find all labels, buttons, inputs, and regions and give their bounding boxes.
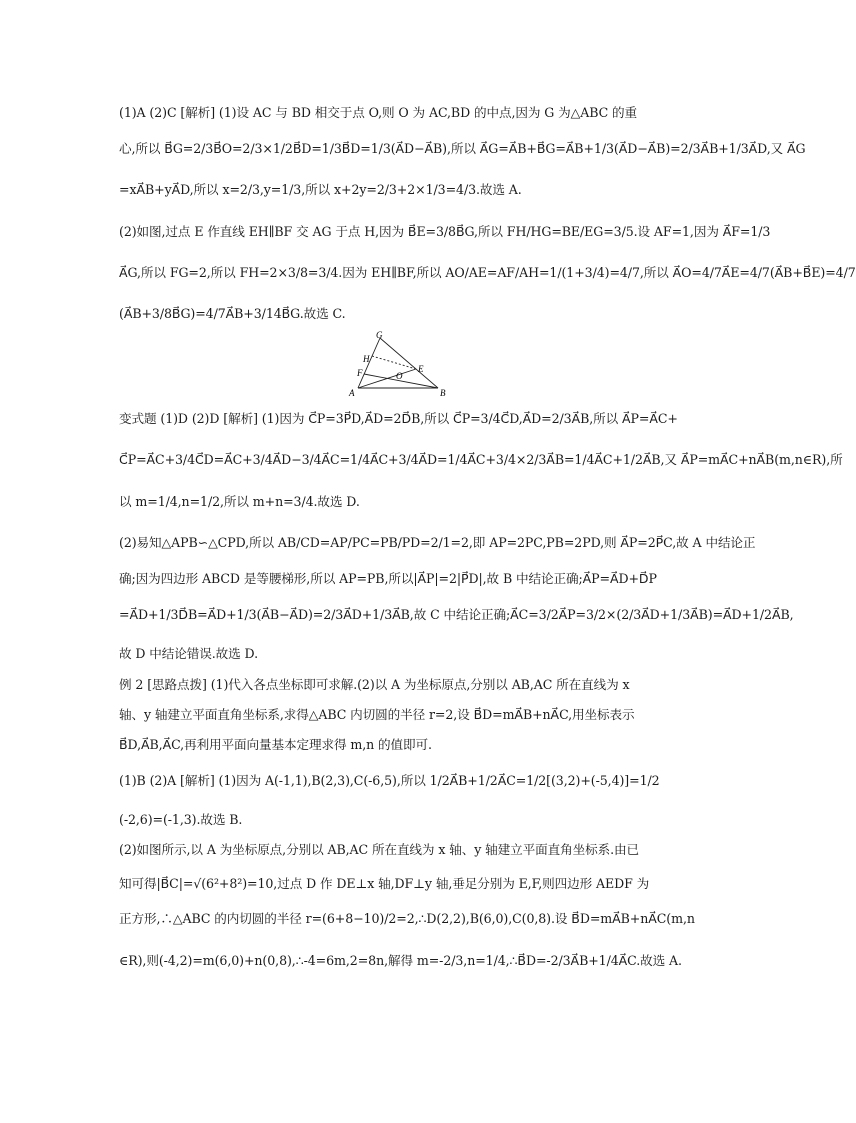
text-line: (2)如图所示,以 A 为坐标原点,分别以 AB,AC 所在直线为 x 轴、y 轴建立平面直角坐标系.由已 <box>119 842 639 857</box>
text-line: (1)A (2)C [解析] (1)设 AC 与 BD 相交于点 O,则 O 为 AC,BD 的中点,因为 G 为△ABC 的重 <box>119 105 638 120</box>
label-o: O <box>396 371 403 381</box>
text-line: B⃗D,A⃗B,A⃗C,再利用平面向量基本定理求得 m,n 的值即可. <box>119 737 432 752</box>
text-line: 正方形,∴△ABC 的内切圆的半径 r=(6+8−10)/2=2,∴D(2,2),B(6,0),C(0,8).设 B⃗D=mA⃗B+nA⃗C(m,n <box>119 911 695 926</box>
text-line: C⃗P=A⃗C+3/4C⃗D=A⃗C+3/4A⃗D−3/4A⃗C=1/4A⃗C+3/4A⃗D=1/4A⃗C+3/4×2/3A⃗B=1/4A⃗C+1/2A⃗B,又 A⃗P=mA⃗C+nA⃗B(m,n∈R),所 <box>119 452 843 467</box>
label-b: B <box>440 388 446 398</box>
segment-ae <box>358 369 416 388</box>
text-line: (1)B (2)A [解析] (1)因为 A(-1,1),B(2,3),C(-6,5),所以 1/2A⃗B+1/2A⃗C=1/2[(3,2)+(-5,4)]=1/2 <box>119 773 660 788</box>
text-line: (A⃗B+3/8B⃗G)=4/7A⃗B+3/14B⃗G.故选 C. <box>119 306 346 321</box>
text-line: 例 2 [思路点拨] (1)代入各点坐标即可求解.(2)以 A 为坐标原点,分别以 AB,AC 所在直线为 x <box>119 677 630 692</box>
label-e: E <box>418 364 424 374</box>
text-line: 确;因为四边形 ABCD 是等腰梯形,所以 AP=PB,所以|A⃗P|=2|P⃗D|,故 B 中结论正确;A⃗P=A⃗D+D⃗P <box>119 571 657 586</box>
text-line: 轴、y 轴建立平面直角坐标系,求得△ABC 内切圆的半径 r=2,设 B⃗D=mA⃗B+nA⃗C,用坐标表示 <box>119 707 635 722</box>
text-line: =xA⃗B+yA⃗D,所以 x=2/3,y=1/3,所以 x+2y=2/3+2×1/3=4/3.故选 A. <box>119 182 522 197</box>
text-line: (2)如图,过点 E 作直线 EH∥BF 交 AG 于点 H,因为 B⃗E=3/8B⃗G,所以 FH/HG=BE/EG=3/5.设 AF=1,因为 A⃗F=1/3 <box>119 224 771 239</box>
label-f: F <box>357 368 363 378</box>
text-line: ∈R),则(-4,2)=m(6,0)+n(0,8),∴-4=6m,2=8n,解得 m=-2/3,n=1/4,∴B⃗D=-2/3A⃗B+1/4A⃗C.故选 A. <box>119 953 682 968</box>
label-g: G <box>376 330 383 340</box>
text-line: =A⃗D+1/3D⃗B=A⃗D+1/3(A⃗B−A⃗D)=2/3A⃗D+1/3A⃗B,故 C 中结论正确;A⃗C=3/2A⃗P=3/2×(2/3A⃗D+1/3A⃗B)=A⃗D+1/2A⃗B, <box>119 607 794 622</box>
text-line: 以 m=1/4,n=1/2,所以 m+n=3/4.故选 D. <box>119 494 360 509</box>
triangle-diagram <box>340 330 460 400</box>
text-line: (2)易知△APB∽△CPD,所以 AB/CD=AP/PC=PB/PD=2/1=2,即 AP=2PC,PB=2PD,则 A⃗P=2P⃗C,故 A 中结论正 <box>119 535 756 550</box>
segment-gb <box>380 338 438 388</box>
text-line: 故 D 中结论错误.故选 D. <box>119 646 259 661</box>
text-line: 知可得|B⃗C|=√(6²+8²)=10,过点 D 作 DE⊥x 轴,DF⊥y 轴,垂足分别为 E,F,则四边形 AEDF 为 <box>119 876 650 891</box>
text-line: A⃗G,所以 FG=2,所以 FH=2×3/8=3/4.因为 EH∥BF,所以 AO/AE=AF/AH=1/(1+3/4)=4/7,所以 A⃗O=4/7A⃗E=4/7(A⃗B+B⃗E)=4/7 <box>119 265 856 280</box>
segment-he-dashed <box>372 356 416 369</box>
geometry-figure <box>340 330 460 400</box>
label-h: H <box>363 354 370 364</box>
label-a: A <box>349 388 355 398</box>
text-line: 心,所以 B⃗G=2/3B⃗O=2/3×1/2B⃗D=1/3B⃗D=1/3(A⃗D−A⃗B),所以 A⃗G=A⃗B+B⃗G=A⃗B+1/3(A⃗D−A⃗B)=2/3A⃗B+1/3A⃗D,又 A⃗G <box>119 141 806 156</box>
text-line: 变式题 (1)D (2)D [解析] (1)因为 C⃗P=3P⃗D,A⃗D=2D⃗B,所以 C⃗P=3/4C⃗D,A⃗D=2/3A⃗B,所以 A⃗P=A⃗C+ <box>119 411 678 426</box>
text-line: (-2,6)=(-1,3).故选 B. <box>119 812 243 827</box>
